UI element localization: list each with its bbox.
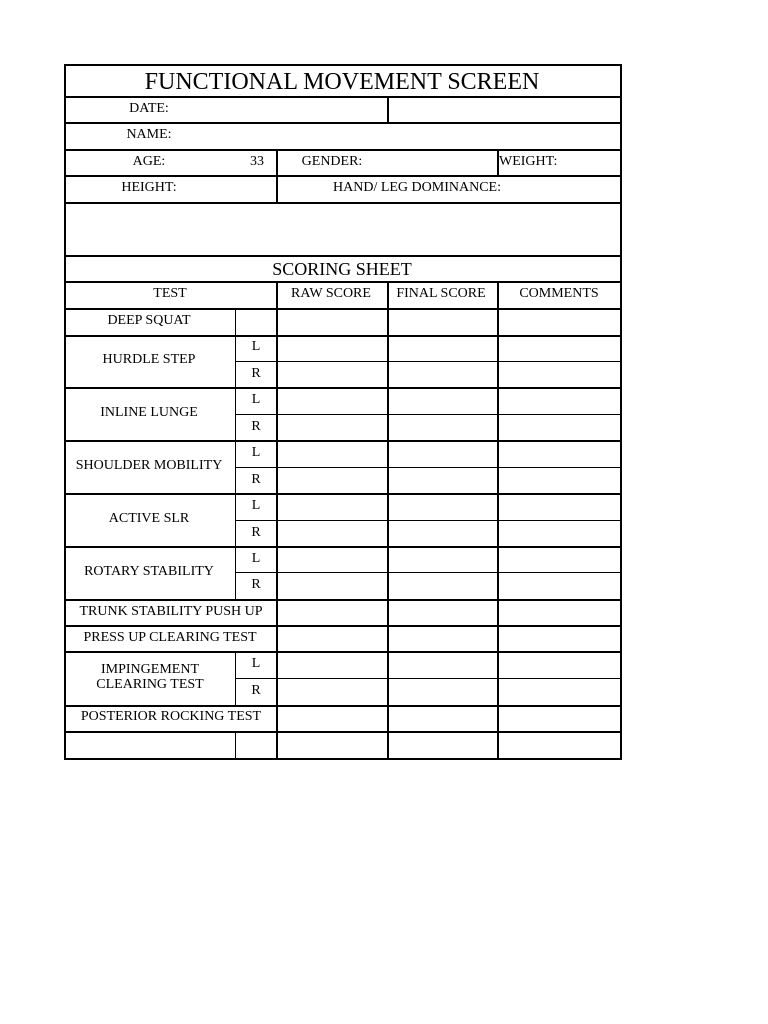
rule xyxy=(64,96,622,98)
rule xyxy=(64,493,622,495)
rule xyxy=(276,281,278,758)
side-left: L xyxy=(251,551,261,566)
test-impingement-line2: CLEARING TEST xyxy=(96,677,204,692)
test-shoulder-mobility: SHOULDER MOBILITY xyxy=(75,458,223,473)
rule xyxy=(387,96,389,122)
scoring-title: SCORING SHEET xyxy=(272,259,412,279)
header-final-score: FINAL SCORE xyxy=(396,286,486,301)
border-top xyxy=(64,64,622,66)
height-label: HEIGHT: xyxy=(121,180,177,195)
side-right: R xyxy=(251,525,261,540)
border-bottom xyxy=(64,758,622,760)
date-label: DATE: xyxy=(129,101,169,116)
fms-form xyxy=(64,64,622,760)
name-label: NAME: xyxy=(126,127,172,142)
side-right: R xyxy=(251,577,261,592)
test-inline-lunge: INLINE LUNGE xyxy=(100,405,198,420)
border-left xyxy=(64,64,66,760)
side-left: L xyxy=(251,339,261,354)
gender-label: GENDER: xyxy=(301,154,363,169)
rule xyxy=(64,202,622,204)
test-deep-squat: DEEP SQUAT xyxy=(107,313,191,328)
side-left: L xyxy=(251,656,261,671)
rule xyxy=(235,731,236,758)
rule xyxy=(235,308,236,599)
test-active-slr: ACTIVE SLR xyxy=(108,511,190,526)
rule xyxy=(64,599,622,601)
rule xyxy=(236,520,622,521)
form-title: FUNCTIONAL MOVEMENT SCREEN xyxy=(144,69,540,95)
test-hurdle-step: HURDLE STEP xyxy=(102,352,196,367)
rule xyxy=(64,387,622,389)
test-posterior-rocking: POSTERIOR ROCKING TEST xyxy=(80,709,262,724)
rule xyxy=(64,175,622,177)
rule xyxy=(64,546,622,548)
rule xyxy=(276,149,278,202)
rule xyxy=(64,122,622,124)
rule xyxy=(236,414,622,415)
rule xyxy=(497,281,499,758)
rule xyxy=(64,440,622,442)
side-right: R xyxy=(251,366,261,381)
dominance-label: HAND/ LEG DOMINANCE: xyxy=(333,180,501,195)
rule xyxy=(235,651,236,705)
rule xyxy=(64,335,622,337)
rule xyxy=(64,625,622,627)
rule xyxy=(64,651,622,653)
rule xyxy=(236,678,622,679)
side-right: R xyxy=(251,472,261,487)
rule xyxy=(64,705,622,707)
test-impingement-line1: IMPINGEMENT xyxy=(101,662,199,677)
side-left: L xyxy=(251,392,261,407)
header-raw-score: RAW SCORE xyxy=(291,286,371,301)
test-trunk-stability-push-up: TRUNK STABILITY PUSH UP xyxy=(79,604,263,619)
side-right: R xyxy=(251,683,261,698)
rule xyxy=(64,149,622,151)
side-right: R xyxy=(251,419,261,434)
header-test: TEST xyxy=(153,286,187,301)
header-comments: COMMENTS xyxy=(519,286,599,301)
rule xyxy=(236,361,622,362)
weight-label: WEIGHT: xyxy=(499,154,558,169)
test-rotary-stability: ROTARY STABILITY xyxy=(84,564,214,579)
rule xyxy=(236,467,622,468)
side-left: L xyxy=(251,445,261,460)
side-left: L xyxy=(251,498,261,513)
rule xyxy=(64,308,622,310)
age-label: AGE: xyxy=(132,154,166,169)
rule xyxy=(236,572,622,573)
rule xyxy=(64,731,622,733)
rule xyxy=(387,281,389,758)
rule xyxy=(64,281,622,283)
test-press-up-clearing: PRESS UP CLEARING TEST xyxy=(83,630,257,645)
border-right xyxy=(620,64,622,760)
rule xyxy=(64,255,622,257)
age-value: 33 xyxy=(250,154,264,169)
